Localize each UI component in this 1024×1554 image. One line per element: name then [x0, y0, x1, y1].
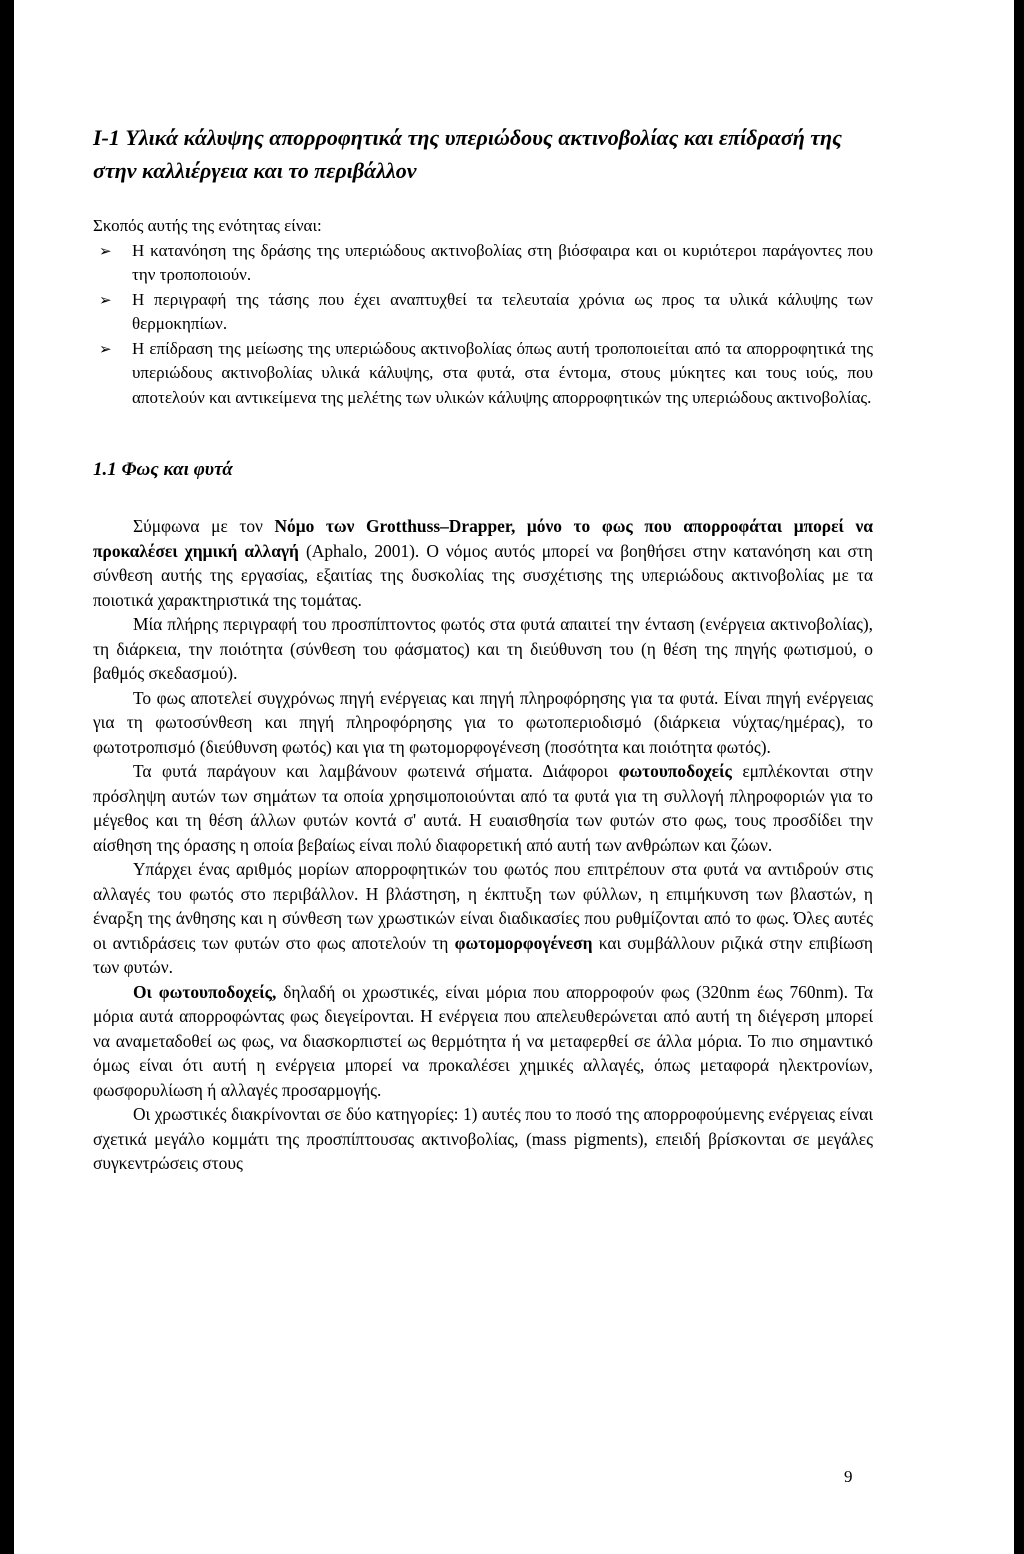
intro-block	[93, 214, 873, 410]
subsection-title: 1.1 Φως και φυτά	[93, 459, 233, 480]
bold-text-run: Νόμο των Grotthuss–Drapper, μόνο το φως που απορροφάται μπορεί να προκαλέσει χημική αλλαγή	[93, 516, 873, 561]
text-run: Τα φυτά παράγουν και λαμβάνουν φωτεινά σήματα. Διάφοροι	[133, 761, 619, 781]
paragraph: Το φως αποτελεί συγχρόνως πηγή ενέργειας και πηγή πληροφόρησης για τα φυτά. Είναι πηγή ενέργειας για τη φωτοσύνθεση και πηγή πληροφόρησης για το φωτοπεριοδισμό (διάρκεια νύχτας/ημέρας), το φωτοτροπισμό (διεύθυνση φωτός) και για τη φωτομορφογένεση (ποσότητα και ποιότητα φωτός).	[93, 687, 873, 757]
paragraph: Οι χρωστικές διακρίνονται σε δύο κατηγορίες: 1) αυτές που το ποσό της απορροφούμενης ενέργειας είναι σχετικά μεγάλο κομμάτι της προσπίπτουσας ακτινοβολίας, (mass pigments), επειδή βρίσκονται σε μεγάλες συγκεντρώσεις στους	[93, 1104, 873, 1173]
paragraph	[93, 514, 873, 612]
intro-lead: Σκοπός αυτής της ενότητας είναι:	[93, 216, 322, 235]
document-page	[14, 0, 1014, 1554]
body-text	[93, 514, 873, 1176]
objectives-list	[93, 239, 873, 411]
paragraph	[93, 759, 873, 857]
arrow-bullet-icon: ➢	[99, 290, 112, 309]
text-run: εμπλέκονται στην πρόσληψη αυτών των σημάτων τα οποία χρησιμοποιούνται από τα φυτά για τη συλλογή πληροφοριών για το μέγεθος και τη θέση άλλων φυτών κοντά σ' αυτά. Η ευαισθησία των φυτών στο φως, τους προσδίδει την αίσθηση της όρασης η οποία βεβαίως είναι πολύ διαφορετική από αυτή των ανθρώπων και ζώων.	[93, 761, 873, 855]
bold-text-run: φωτουποδοχείς	[618, 761, 732, 781]
list-item-text: Η επίδραση της μείωσης της υπεριώδους ακτινοβολίας όπως αυτή τροποποιείται από τα απορροφητικά της υπεριώδους ακτινοβολίας υλικά κάλυψης, στα φυτά, στα έντομα, στους μύκητες και τους ιούς, που αποτελούν και αντικείμενα της μελέτης των υλικών κάλυψης απορροφητικών της υπεριώδους ακτινοβολίας.	[132, 338, 873, 407]
bold-text-run: φωτομορφογένεση	[454, 932, 593, 953]
text-run: (Aphalo, 2001). Ο νόμος αυτός μπορεί να βοηθήσει στην κατανόηση και στη σύνθεση αυτής της εργασίας, εξαιτίας της δυσκολίας της συσχέτισης της υπεριώδους ακτινοβολίας με τα ποιοτικά χαρακτηριστικά της τομάτας.	[93, 540, 873, 610]
paragraph: Μία πλήρης περιγραφή του προσπίπτοντος φωτός στα φυτά απαιτεί την ένταση (ενέργεια ακτινοβολίας), τη διάρκεια, την ποιότητα (σύνθεση του φάσματος) και τη διεύθυνση του (η θέση της πηγής φωτισμού, ο βαθμός σκεδασμού).	[93, 614, 873, 683]
bold-text-run: Οι φωτουποδοχείς,	[133, 981, 277, 1002]
text-run: δηλαδή οι χρωστικές, είναι μόρια που απορροφούν φως (320nm έως 760nm). Τα μόρια αυτά απορροφώντας φως διεγείρονται. Η ενέργεια που απελευθερώνεται από αυτή τη διέγερση μπορεί να αναμεταδοθεί ως φως, να διασκορπιστεί ως θερμότητα ή να μεταφερθεί σε άλλα μόρια. Το πιο σημαντικό όμως είναι ότι αυτή η ενέργεια μπορεί να προκαλέσει χημικές αλλαγές, όπως μεταφορά ηλεκτρονίων, φωσφορυλίωση ή αλλαγές προσαρμογής.	[93, 981, 873, 1100]
arrow-bullet-icon: ➢	[99, 241, 112, 260]
list-item	[93, 239, 873, 288]
paragraph	[93, 857, 873, 980]
text-run: και συμβάλλουν ριζικά στην επιβίωση των φυτών.	[93, 932, 873, 977]
section-title: I-1 Υλικά κάλυψης απορροφητικά της υπεριώδους ακτινοβολίας και επίδρασή της στην καλλιέργεια και το περιβάλλον	[93, 125, 842, 183]
paragraph	[93, 980, 873, 1103]
page-number: 9	[844, 1467, 853, 1486]
text-run: Υπάρχει ένας αριθμός μορίων απορροφητικών του φωτός που επιτρέπουν στα φυτά να αντιδρούν στις αλλαγές του φωτός στο περιβάλλον. Η βλάστηση, η έκπτυξη των φύλλων, η επιμήκυνση των βλαστών, η έναρξη της άνθησης και η σύνθεση των χρωστικών είναι διαδικασίες που ρυθμίζονται από το φως. Όλες αυτές οι αντιδράσεις των φυτών στο φως αποτελούν τη	[93, 859, 873, 953]
text-run: Σύμφωνα με τον	[133, 516, 275, 536]
arrow-bullet-icon: ➢	[99, 339, 112, 358]
list-item	[93, 288, 873, 337]
list-item-text: Η κατανόηση της δράσης της υπεριώδους ακτινοβολίας στη βιόσφαιρα και οι κυριότεροι παράγοντες που την τροποποιούν.	[132, 240, 873, 284]
list-item-text: Η περιγραφή της τάσης που έχει αναπτυχθεί τα τελευταία χρόνια ως προς τα υλικά κάλυψης των θερμοκηπίων.	[132, 289, 873, 333]
page-content	[93, 121, 873, 1176]
list-item	[93, 337, 873, 411]
